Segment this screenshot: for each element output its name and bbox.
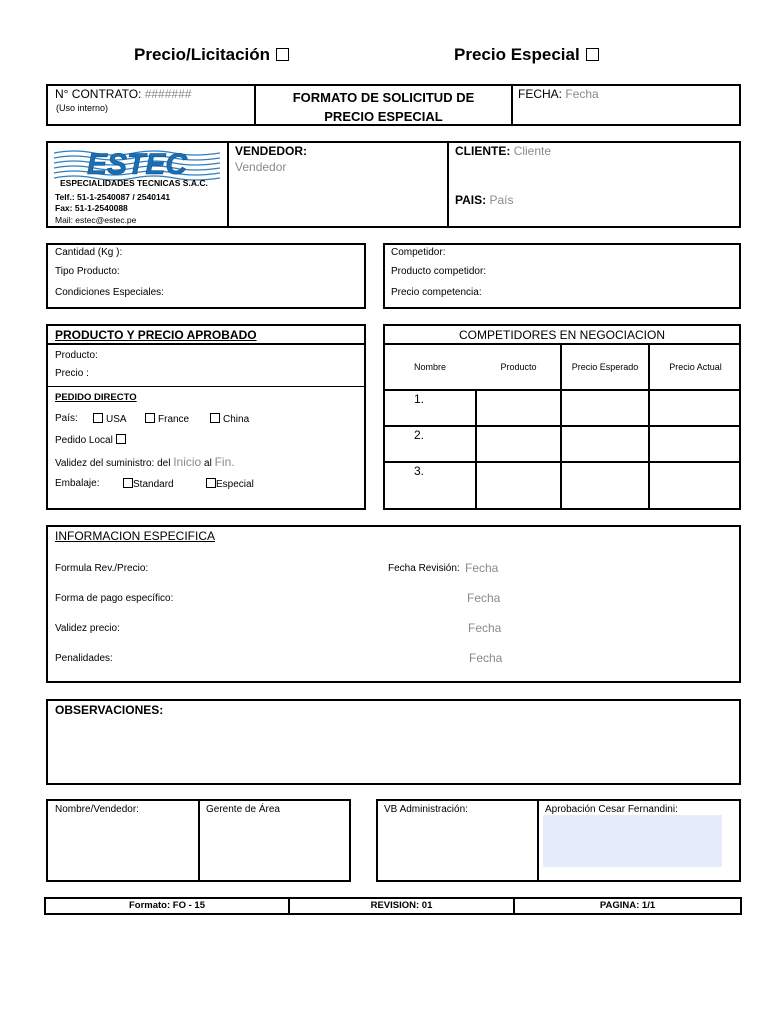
france-checkbox [145,413,155,423]
precio-licitacion-label: Precio/Licitación [134,45,289,65]
precio-competencia-field[interactable]: Precio competencia: [391,287,482,298]
row-number: 1. [414,392,425,406]
china-option[interactable]: China [210,413,249,425]
fecha-validez-value[interactable]: Fecha [468,621,502,635]
company-fax: Fax: 51-1-2540088 [55,203,128,213]
vb-administracion-signature[interactable]: VB Administración: [384,804,468,815]
uso-interno-note: (Uso interno) [56,103,109,113]
usa-option[interactable]: USA [93,413,127,425]
competidores-table [383,324,741,510]
formula-field[interactable]: Formula Rev./Precio: [55,563,149,574]
pedido-local-option[interactable]: Pedido Local [55,434,129,446]
forma-pago-field[interactable]: Forma de pago específico: [55,593,174,604]
penalidades-field[interactable]: Penalidades: [55,653,113,664]
col-nombre: Nombre [413,362,446,372]
producto-competidor-field[interactable]: Producto competidor: [391,266,487,277]
fecha-revision-label: Fecha Revisión: [388,563,460,574]
pais-field[interactable]: PAIS: País [455,193,514,207]
standard-checkbox [123,478,133,488]
informacion-especifica-box [46,525,741,683]
france-option[interactable]: France [145,413,189,425]
cliente-field[interactable]: CLIENTE: Cliente [455,144,552,158]
precio-especial-checkbox[interactable] [586,48,599,61]
usa-checkbox [93,413,103,423]
estec-logo [54,147,220,181]
pedido-directo-title: PEDIDO DIRECTO [55,392,137,403]
especial-option[interactable]: Especial [206,478,254,490]
col-producto: Producto [500,362,537,372]
fecha-penalidades-value[interactable]: Fecha [469,651,503,665]
fecha-field[interactable]: FECHA: Fecha [518,87,599,101]
embalaje-label: Embalaje: [55,478,100,489]
china-checkbox [210,413,220,423]
precio-licitacion-checkbox[interactable] [276,48,289,61]
fecha-revision-value[interactable]: Fecha [465,561,499,575]
informacion-especifica-title: INFORMACION ESPECIFICA [55,529,216,543]
footer-formato: Formato: FO - 15 [128,900,205,911]
company-mail: Mail: estec@estec.pe [55,215,137,225]
tipo-producto-field[interactable]: Tipo Producto: [55,266,120,277]
aprobacion-signature-field[interactable] [543,815,722,867]
aprobacion-label: Aprobación Cesar Fernandini: [545,804,678,815]
footer-pagina: PAGINA: 1/1 [599,900,656,911]
logo-text: ESTEC [86,148,188,181]
pais-label: País: [55,413,78,424]
observaciones-title: OBSERVACIONES: [55,703,164,717]
cantidad-field[interactable]: Cantidad (Kg ): [55,247,123,258]
precio-field[interactable]: Precio : [55,368,89,379]
validez-precio-field[interactable]: Validez precio: [55,623,120,634]
row-number: 3. [414,464,425,478]
pedido-local-checkbox [116,434,126,444]
col-precio-esperado: Precio Esperado [571,362,639,372]
producto-field[interactable]: Producto: [55,350,98,361]
contrato-field[interactable]: N° CONTRATO: ####### [55,87,192,101]
row-number: 2. [414,428,425,442]
gerente-area-signature[interactable]: Gerente de Área [206,804,280,815]
especial-checkbox [206,478,216,488]
standard-option[interactable]: Standard [123,478,174,490]
footer-revision: REVISION: 01 [370,900,433,911]
competidores-title: COMPETIDORES EN NEGOCIACION [458,328,666,342]
competidor-field[interactable]: Competidor: [391,247,446,258]
col-precio-actual: Precio Actual [669,362,722,372]
vendedor-field[interactable]: Vendedor [235,160,287,174]
fecha-forma-pago-value[interactable]: Fecha [467,591,501,605]
form-title: FORMATO DE SOLICITUD DE PRECIO ESPECIAL [292,90,475,124]
company-telf: Telf.: 51-1-2540087 / 2540141 [55,192,171,202]
precio-especial-label: Precio Especial [454,45,599,65]
producto-aprobado-title: PRODUCTO Y PRECIO APROBADO [55,328,257,342]
condiciones-field[interactable]: Condiciones Especiales: [55,287,164,298]
nombre-vendedor-signature[interactable]: Nombre/Vendedor: [55,804,139,815]
validez-suministro-field[interactable]: Validez del suministro: del Inicio al Fin. [55,455,235,469]
vendedor-label: VENDEDOR: [235,144,308,158]
logo-subtitle: ESPECIALIDADES TECNICAS S.A.C. [60,178,208,188]
